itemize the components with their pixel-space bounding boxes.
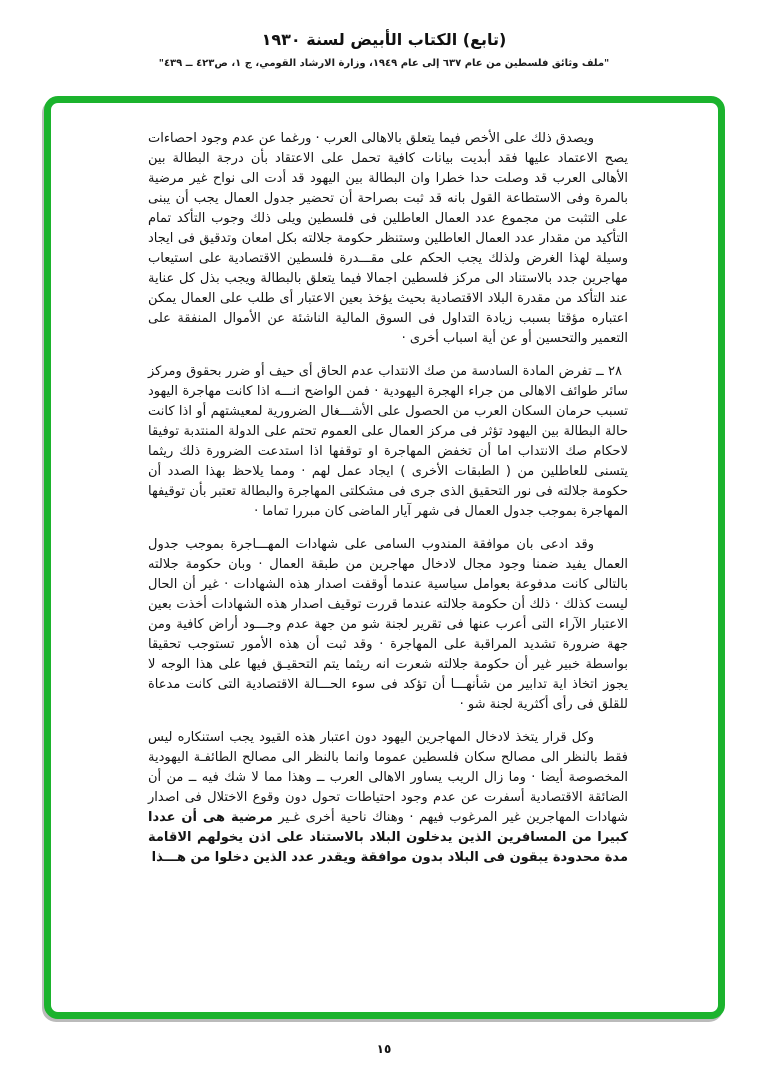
paragraph-2-clause-28: ٢٨ ــ تفرض المادة السادسة من صك الانتداب عدم الحاق أى حيف أو ضرر بحقوق ومركز سائر طوائف الاهالى من جراء الهجرة اليهودية · فمن الواضح انـــه اذا كانت مهاجرة اليهود تسبب حرمان السكان العرب من الحصول على الأشـــغال الضرورية لمعيشتهم أو اذا كانت حالة البطالة بين اليهود تؤثر فى مركز العمال على العموم تحتم على الدولة المنتدبة توفيقا لاحكام صك الانتداب اما أن تخفض المهاجرة او توقفها اذا استدعت الضرورة ذلك ريثما يتسنى للعاطلين من ( الطبقات الأخرى ) ايجاد عمل لهم · ومما يلاحظ بهذا الصدد أن حكومة جلالته فى نور التحقيق الذى جرى فى مشكلتى المهاجرة والبطالة تعتبر بأن توقيفها المهاجرة بموجب جدول العمال فى شهر آيار الماضى كان مبررا تماما ·: [148, 364, 628, 519]
paragraph-1: ويصدق ذلك على الأخص فيما يتعلق بالاهالى العرب · ورغما عن عدم وجود احصاءات يصح الاعتماد عليها فقد أبديت بيانات كافية تحمل على الاعتقاد بأن درجة البطالة بين الأهالى العرب قد وصلت حدا خطرا وان البطالة بين اليهود قد أدت الى نواح غير مرضية بالمرة وفى الاستطاعة القول بانه قد ثبت بصراحة أن تحضير جدول العمال يجب أن يبنى على التثبت من مجموع عدد العمال العاطلين فى فلسطين ويلى ذلك وجوب التأكد تمام التأكيد من مقدار عدد العمال العاطلين وستنظر حكومة جلالته بكل امعان وتدقيق فى ايجاد وسيلة لهذا الغرض ولذلك يجب الحكم على مقـــدرة فلسطين الاقتصادية على استيعاب مهاجرين جدد بالاستناد الى مركز فلسطين اجمالا فيما يتعلق بالبطالة ويجب بذل كل عناية عند التأكد من مقدرة البلاد الاقتصادية بحيث يؤخذ بعين الاعتبار أى طلب على العمال يمكن اعتباره مؤقتا بسبب زيادة التداول فى السوق المالية الناشئة عن الأموال المنفقة على التعمير والتحسين أو عن أية اسباب أخرى ·: [148, 131, 628, 346]
paragraph-3: وقد ادعى بان موافقة المندوب السامى على شهادات المهـــاجرة بموجب جدول العمال يفيد ضمنا وجود مجال لادخال مهاجرين من طبقة العمال · وبان حكومة جلالته بالتالى كانت مدفوعة بعوامل سياسية عندما أوقفت اصدار هذه الشهادات · غير أن الحال ليست كذلك · ذلك أن حكومة جلالته عندما قررت توقيف اصدار هذه الشهادات أخذت بعين الاعتبار الآراء التى أعرب عنها فى تقرير لجنة شو من جهة عدم وجـــود أراض كافية ومن جهة ضرورة تشديد المراقبة على المهاجرة · وقد ثبت أن هذه الأمور تستوجب تحقيقا بواسطة خبير غير أن حكومة جلالته شعرت انه ريثما يتم التحقيـق فيها على هذا الوجه لا يجوز اتخاذ اية تدابير من شأنهـــا أن تؤكد فى سوء الحـــالة الاقتصادية التى كانت مدعاة للقلق فى رأى أكثرية لجنة شو ·: [148, 537, 628, 712]
paragraph-4: [148, 728, 628, 868]
paragraph-4-text: وكل قرار يتخذ لادخال المهاجرين اليهود دون اعتبار هذه القيود يجب استنكاره ليس فقط بالنظر الى مصالح سكان فلسطين عموما وانما بالنظر الى مصالح الطائفـة اليهودية المخصوصة أيضا · وما زال الريب يساور الاهالى العرب ــ وهذا مما لا شك فيه ــ من أن الضائقة الاقتصادية أسفرت عن عدم وجود احتياطات تحول دون وقوع الاختلال فى اصدار شهادات المهاجرين غير المرغوب فيهم · وهناك ناحية أخرى غـير: [148, 730, 629, 825]
page-header: [0, 30, 768, 69]
body-text-column: [148, 129, 628, 881]
paragraph-4-bold-text: مرضية هى أن عددا كبيرا من المسافرين الذين يدخلون البلاد بالاستناد على اذن يخولهم الاقامة مدة محدودة يبقون فى البلاد بدون موافقة ويقدر عدد الذين دخلوا من هـــذا: [148, 810, 628, 865]
document-title: (تابع) الكتاب الأبيض لسنة ١٩٣٠: [261, 30, 507, 49]
page-number: ١٥: [376, 1042, 392, 1056]
content-frame-border: [44, 96, 725, 1019]
source-citation: "ملف وثائق فلسطين من عام ٦٣٧ إلى عام ١٩٤٩، وزارة الارشاد القومي، ج ١، ص٤٢٣ ــ ٤٣٩": [158, 58, 610, 69]
